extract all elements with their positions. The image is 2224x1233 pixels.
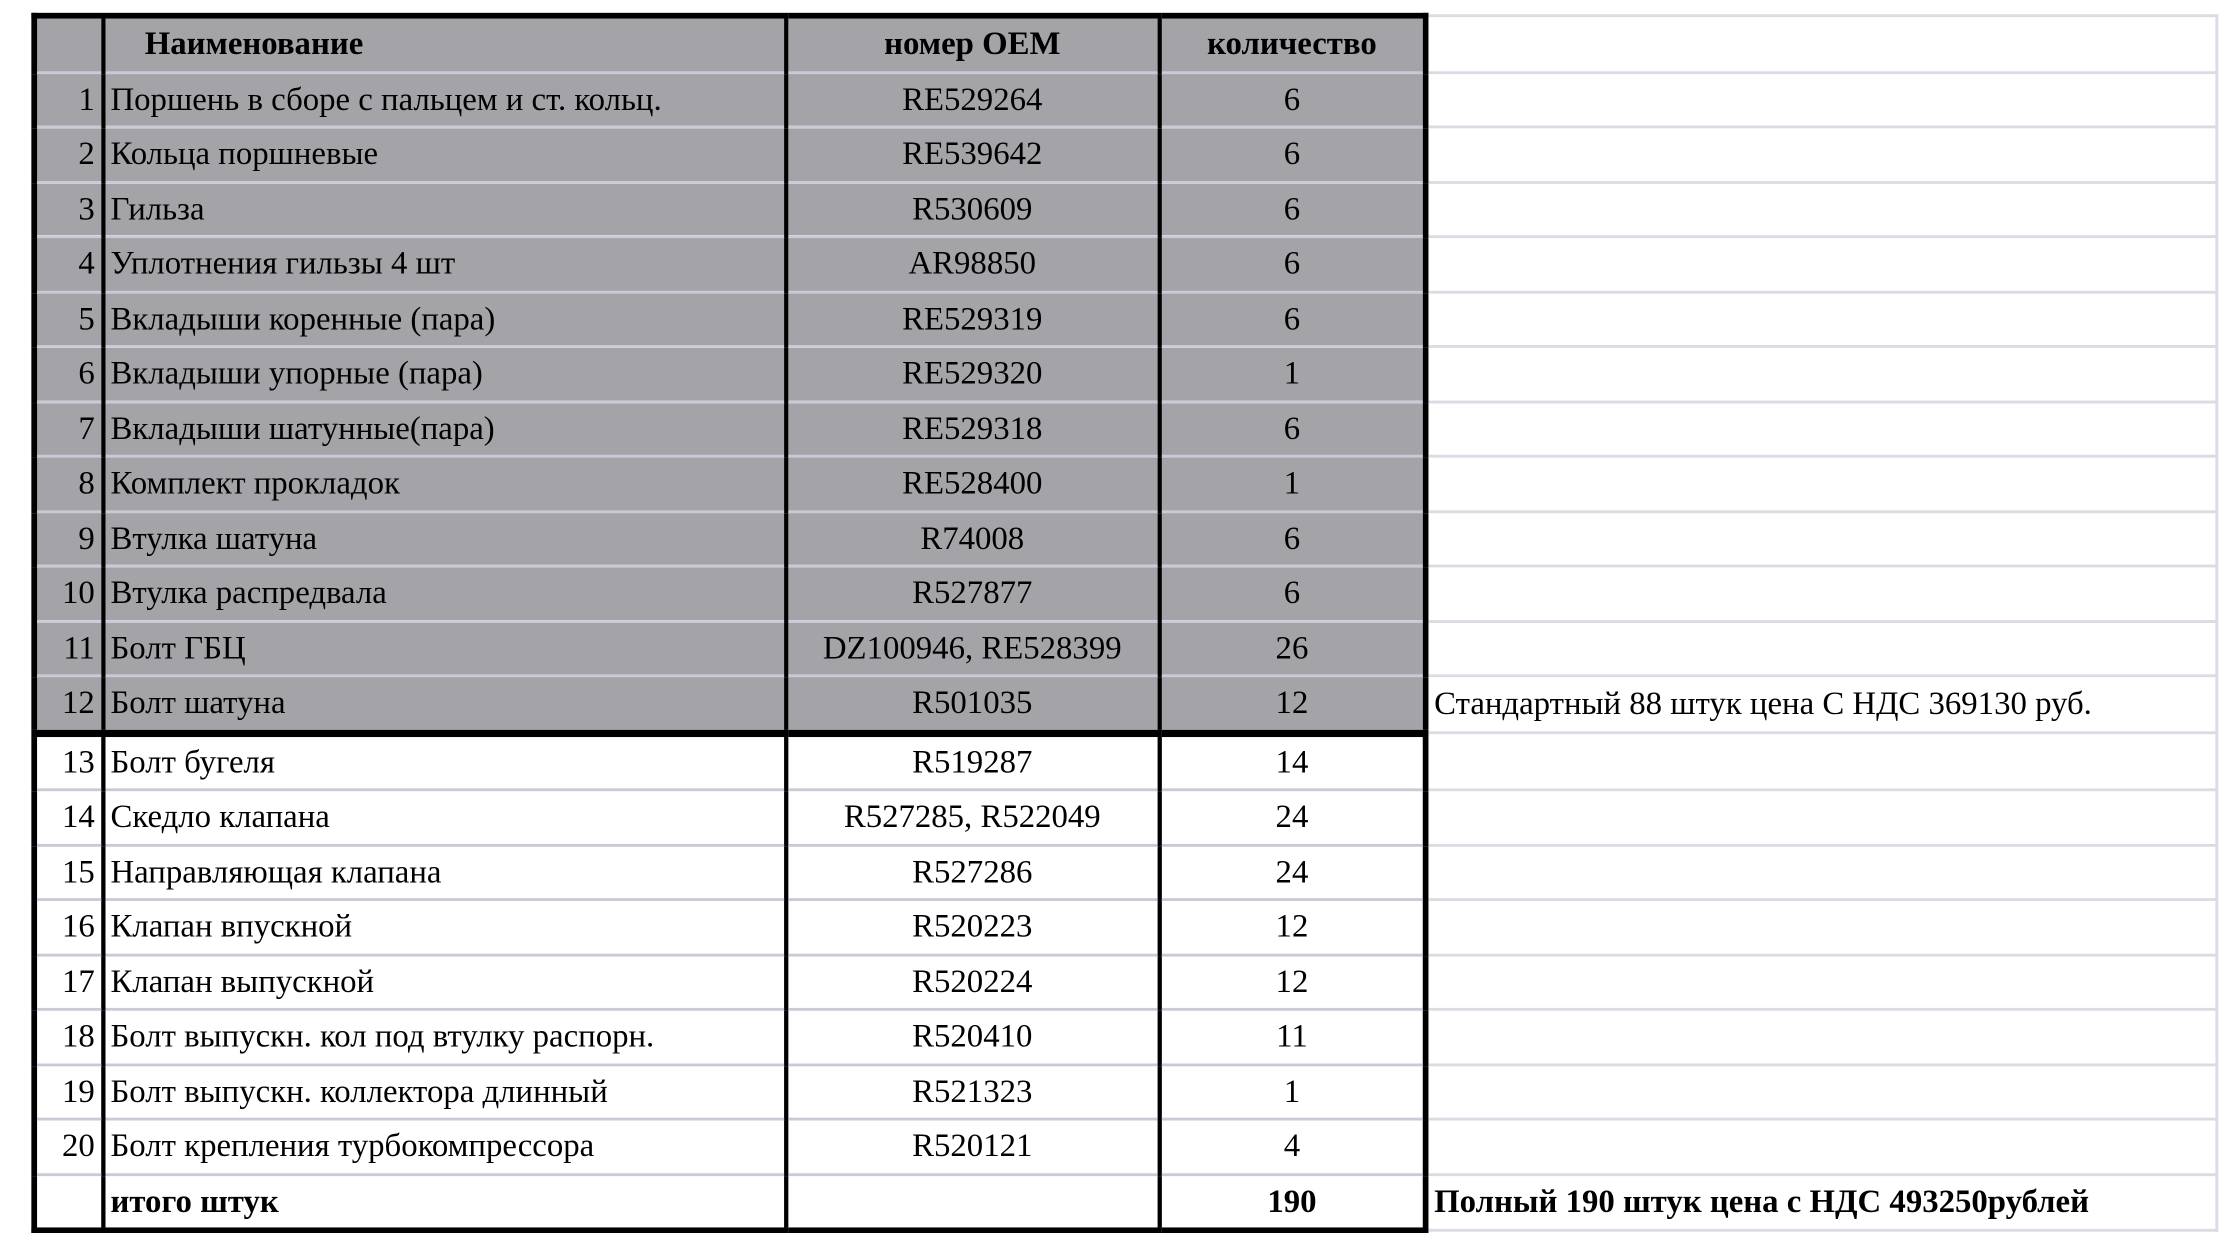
row-name-cell[interactable]: Болт крепления турбокомпрессора bbox=[103, 1119, 786, 1174]
row-note-cell[interactable] bbox=[1426, 621, 2217, 676]
table-row bbox=[34, 1064, 2217, 1119]
row-name-cell[interactable]: Направляющая клапана bbox=[103, 845, 786, 900]
row-note-cell[interactable] bbox=[1426, 1119, 2217, 1174]
row-num-cell[interactable]: 8 bbox=[34, 456, 102, 511]
row-name-cell[interactable]: Уплотнения гильзы 4 шт bbox=[103, 237, 786, 292]
row-note-cell[interactable] bbox=[1426, 900, 2217, 955]
row-num-cell[interactable]: 9 bbox=[34, 511, 102, 566]
row-note-cell[interactable] bbox=[1426, 954, 2217, 1009]
row-oem-cell[interactable]: R519287 bbox=[786, 733, 1160, 790]
row-oem-cell[interactable]: R520224 bbox=[786, 954, 1160, 1009]
table-row bbox=[34, 511, 2217, 566]
row-name-cell[interactable]: Болт выпускн. кол под втулку распорн. bbox=[103, 1009, 786, 1064]
row-name-cell[interactable]: Комплект прокладок bbox=[103, 456, 786, 511]
row-name-cell[interactable]: Вкладыши упорные (пара) bbox=[103, 346, 786, 401]
row-name-cell[interactable]: Гильза bbox=[103, 182, 786, 237]
row-oem-cell[interactable]: R74008 bbox=[786, 511, 1160, 566]
table-row bbox=[34, 1119, 2217, 1174]
row-name-cell[interactable]: Скедло клапана bbox=[103, 790, 786, 845]
total-row bbox=[34, 1174, 2217, 1230]
row-name-cell[interactable]: Поршень в сборе с пальцем и ст. кольц. bbox=[103, 72, 786, 127]
table-row bbox=[34, 566, 2217, 621]
row-oem-cell[interactable]: R520223 bbox=[786, 900, 1160, 955]
row-oem-cell[interactable]: RE529319 bbox=[786, 292, 1160, 347]
table-row bbox=[34, 401, 2217, 456]
row-name-cell[interactable]: Вкладыши коренные (пара) bbox=[103, 292, 786, 347]
table-row bbox=[34, 72, 2217, 127]
row-qty-cell[interactable]: 6 bbox=[1159, 566, 1426, 621]
row-qty-cell[interactable]: 1 bbox=[1159, 456, 1426, 511]
row-num-cell[interactable]: 5 bbox=[34, 292, 102, 347]
table-row bbox=[34, 346, 2217, 401]
table-row bbox=[34, 237, 2217, 292]
table-row bbox=[34, 127, 2217, 182]
row-oem-cell[interactable]: RE529318 bbox=[786, 401, 1160, 456]
table-row bbox=[34, 900, 2217, 955]
row-oem-cell[interactable]: R520121 bbox=[786, 1119, 1160, 1174]
row-num-cell[interactable]: 6 bbox=[34, 346, 102, 401]
row-note-cell[interactable] bbox=[1426, 127, 2217, 182]
row-note-cell[interactable] bbox=[1426, 845, 2217, 900]
row-note-cell[interactable] bbox=[1426, 72, 2217, 127]
row-note-cell[interactable] bbox=[1426, 790, 2217, 845]
row-oem-cell[interactable]: RE528400 bbox=[786, 456, 1160, 511]
row-num-cell[interactable]: 13 bbox=[34, 733, 102, 790]
total-oem-cell[interactable] bbox=[786, 1174, 1160, 1230]
row-oem-cell[interactable]: RE529264 bbox=[786, 72, 1160, 127]
row-oem-cell[interactable]: R521323 bbox=[786, 1064, 1160, 1119]
row-qty-cell[interactable]: 6 bbox=[1159, 511, 1426, 566]
row-name-cell[interactable]: Клапан выпускной bbox=[103, 954, 786, 1009]
table-row bbox=[34, 182, 2217, 237]
row-note-cell[interactable] bbox=[1426, 401, 2217, 456]
row-qty-cell[interactable]: 12 bbox=[1159, 900, 1426, 955]
row-qty-cell[interactable]: 14 bbox=[1159, 733, 1426, 790]
table-row bbox=[34, 954, 2217, 1009]
row-qty-cell[interactable]: 1 bbox=[1159, 1064, 1426, 1119]
row-num-cell[interactable]: 18 bbox=[34, 1009, 102, 1064]
table-header-row bbox=[34, 16, 2217, 72]
row-name-cell[interactable]: Вкладыши шатунные(пара) bbox=[103, 401, 786, 456]
header-qty-cell[interactable]: количество bbox=[1159, 16, 1426, 72]
row-note-cell[interactable] bbox=[1426, 566, 2217, 621]
total-note-cell[interactable]: Полный 190 штук цена с НДС 493250рублей bbox=[1426, 1174, 2217, 1230]
table-row bbox=[34, 733, 2217, 790]
row-num-cell[interactable]: 4 bbox=[34, 237, 102, 292]
header-num-cell[interactable] bbox=[34, 16, 102, 72]
row-note-cell[interactable] bbox=[1426, 733, 2217, 790]
row-note-cell[interactable] bbox=[1426, 1064, 2217, 1119]
row-oem-cell[interactable]: AR98850 bbox=[786, 237, 1160, 292]
row-num-cell[interactable]: 12 bbox=[34, 676, 102, 733]
row-note-cell[interactable] bbox=[1426, 182, 2217, 237]
table-row bbox=[34, 1009, 2217, 1064]
row-oem-cell[interactable]: DZ100946, RE528399 bbox=[786, 621, 1160, 676]
row-note-cell[interactable]: Стандартный 88 штук цена С НДС 369130 руб. bbox=[1426, 676, 2217, 733]
row-num-cell[interactable]: 20 bbox=[34, 1119, 102, 1174]
empty-cell[interactable] bbox=[1426, 16, 2217, 72]
row-qty-cell[interactable]: 1 bbox=[1159, 346, 1426, 401]
row-qty-cell[interactable]: 24 bbox=[1159, 790, 1426, 845]
row-qty-cell[interactable]: 12 bbox=[1159, 676, 1426, 733]
header-oem-cell[interactable]: номер OEM bbox=[786, 16, 1160, 72]
parts-table bbox=[31, 13, 2218, 1233]
row-note-cell[interactable] bbox=[1426, 292, 2217, 347]
row-note-cell[interactable] bbox=[1426, 1009, 2217, 1064]
row-name-cell[interactable]: Болт ГБЦ bbox=[103, 621, 786, 676]
row-oem-cell[interactable]: R527877 bbox=[786, 566, 1160, 621]
row-note-cell[interactable] bbox=[1426, 237, 2217, 292]
row-qty-cell[interactable]: 4 bbox=[1159, 1119, 1426, 1174]
row-qty-cell[interactable]: 11 bbox=[1159, 1009, 1426, 1064]
table-row bbox=[34, 676, 2217, 733]
row-num-cell[interactable]: 11 bbox=[34, 621, 102, 676]
header-name-cell[interactable]: Наименование bbox=[103, 16, 786, 72]
table-row bbox=[34, 790, 2217, 845]
row-qty-cell[interactable]: 6 bbox=[1159, 72, 1426, 127]
row-qty-cell[interactable]: 24 bbox=[1159, 845, 1426, 900]
row-num-cell[interactable]: 16 bbox=[34, 900, 102, 955]
row-num-cell[interactable]: 14 bbox=[34, 790, 102, 845]
row-oem-cell[interactable]: R527285, R522049 bbox=[786, 790, 1160, 845]
row-num-cell[interactable]: 19 bbox=[34, 1064, 102, 1119]
row-qty-cell[interactable]: 6 bbox=[1159, 292, 1426, 347]
row-name-cell[interactable]: Клапан впускной bbox=[103, 900, 786, 955]
row-name-cell[interactable]: Болт бугеля bbox=[103, 733, 786, 790]
row-note-cell[interactable] bbox=[1426, 456, 2217, 511]
row-name-cell[interactable]: Болт выпускн. коллектора длинный bbox=[103, 1064, 786, 1119]
row-qty-cell[interactable]: 6 bbox=[1159, 182, 1426, 237]
row-num-cell[interactable]: 10 bbox=[34, 566, 102, 621]
total-label-cell[interactable]: итого штук bbox=[103, 1174, 786, 1230]
row-qty-cell[interactable]: 6 bbox=[1159, 127, 1426, 182]
table-row bbox=[34, 456, 2217, 511]
row-oem-cell[interactable]: RE529320 bbox=[786, 346, 1160, 401]
total-num-cell[interactable] bbox=[34, 1174, 102, 1230]
row-qty-cell[interactable]: 12 bbox=[1159, 954, 1426, 1009]
row-qty-cell[interactable]: 26 bbox=[1159, 621, 1426, 676]
row-name-cell[interactable]: Втулка распредвала bbox=[103, 566, 786, 621]
row-oem-cell[interactable]: R527286 bbox=[786, 845, 1160, 900]
row-name-cell[interactable]: Болт шатуна bbox=[103, 676, 786, 733]
row-qty-cell[interactable]: 6 bbox=[1159, 401, 1426, 456]
row-num-cell[interactable]: 1 bbox=[34, 72, 102, 127]
total-qty-cell[interactable]: 190 bbox=[1159, 1174, 1426, 1230]
row-note-cell[interactable] bbox=[1426, 511, 2217, 566]
row-oem-cell[interactable]: RE539642 bbox=[786, 127, 1160, 182]
row-num-cell[interactable]: 15 bbox=[34, 845, 102, 900]
row-num-cell[interactable]: 3 bbox=[34, 182, 102, 237]
row-name-cell[interactable]: Кольца поршневые bbox=[103, 127, 786, 182]
table-row bbox=[34, 292, 2217, 347]
row-oem-cell[interactable]: R520410 bbox=[786, 1009, 1160, 1064]
row-num-cell[interactable]: 7 bbox=[34, 401, 102, 456]
row-name-cell[interactable]: Втулка шатуна bbox=[103, 511, 786, 566]
table-row bbox=[34, 621, 2217, 676]
row-oem-cell[interactable]: R501035 bbox=[786, 676, 1160, 733]
row-num-cell[interactable]: 2 bbox=[34, 127, 102, 182]
row-qty-cell[interactable]: 6 bbox=[1159, 237, 1426, 292]
table-row bbox=[34, 845, 2217, 900]
row-oem-cell[interactable]: R530609 bbox=[786, 182, 1160, 237]
row-note-cell[interactable] bbox=[1426, 346, 2217, 401]
row-num-cell[interactable]: 17 bbox=[34, 954, 102, 1009]
